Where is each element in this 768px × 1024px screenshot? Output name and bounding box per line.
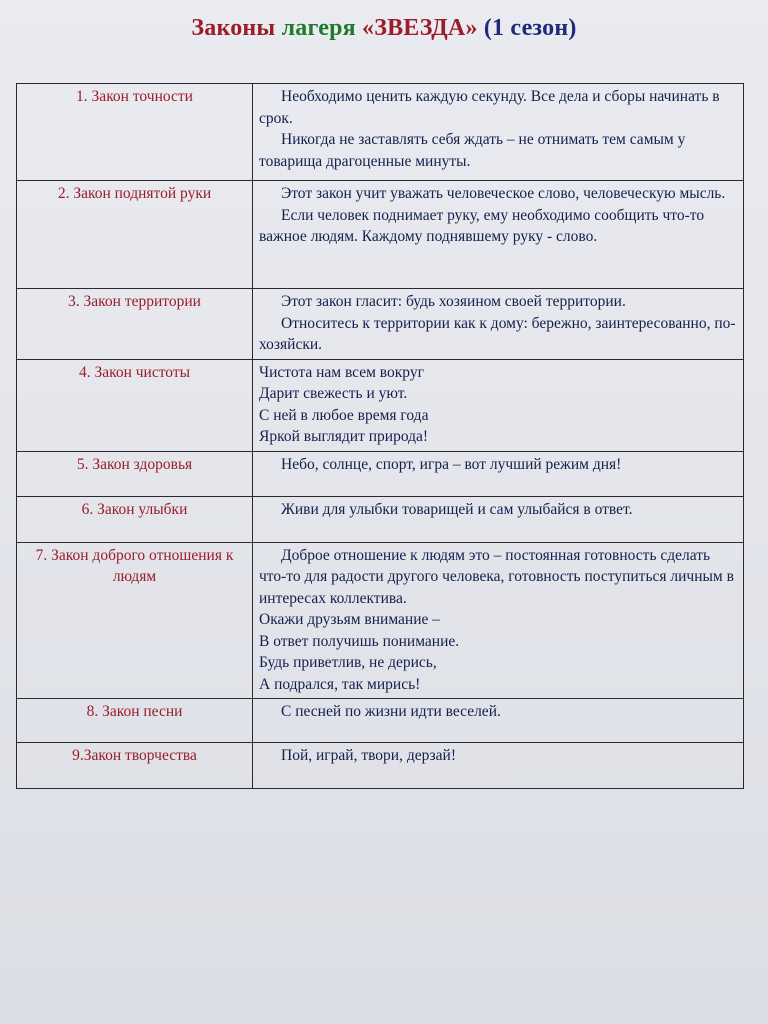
law-description-cell [253,451,744,496]
law-description-cell [253,542,744,699]
poem-line: С ней в любое время года [259,406,429,424]
table-row [17,181,744,289]
laws-table [16,83,744,789]
table-row [17,743,744,789]
law-description-cell [253,84,744,181]
law-description-cell [253,181,744,289]
law-paragraph: Доброе отношение к людям это – постоянная готовность сделать что-то для радости другого человека, готовность поступиться личным в интересах коллектива. [259,546,734,607]
table-row [17,699,744,743]
poem-line: Окажи друзьям внимание – [259,611,441,628]
title-camp-name: «ЗВЕЗДА» [362,15,478,41]
table-row [17,289,744,360]
law-paragraph: Если человек поднимает руку, ему необходимо сообщить что-то важное людям. Каждому поднявшему руку - слово. [259,206,705,245]
table-row [17,542,744,699]
title-season: (1 сезон) [483,15,577,41]
poem-line: Чистота нам всем вокруг [259,363,424,381]
law-description-cell [253,496,744,542]
poem-line: Дарит свежесть и уют. [259,385,408,402]
page-title [0,15,768,42]
law-description-cell [253,743,744,789]
law-description-cell [253,699,744,743]
poem-line: Яркой выглядит природа! [259,428,429,445]
poem-line: А подрался, так мирись! [259,675,421,693]
law-name-cell: 9.Закон творчества [17,743,253,789]
title-word-laws: Законы [191,15,276,41]
law-paragraph: С песней по жизни идти веселей. [281,703,501,720]
poem-line: Будь приветлив, не дерись, [259,654,437,671]
law-name-cell: 2. Закон поднятой руки [17,181,253,289]
law-name-cell: 7. Закон доброго отношения к людям [17,542,253,699]
law-name-cell: 8. Закон песни [17,699,253,743]
law-paragraph: Относитесь к территории как к дому: бережно, заинтересованно, по-хозяйски. [259,314,736,353]
law-name-cell: 3. Закон территории [17,289,253,360]
table-row [17,359,744,451]
law-paragraph: Небо, солнце, спорт, игра – вот лучший режим дня! [281,455,622,473]
law-description-cell [253,289,744,360]
poem-line: В ответ получишь понимание. [259,632,460,650]
law-name-cell: 4. Закон чистоты [17,359,253,451]
table-row [17,84,744,181]
law-name-cell: 5. Закон здоровья [17,451,253,496]
law-description-cell [253,359,744,451]
table-row [17,451,744,496]
title-word-camp: лагеря [281,15,356,41]
law-name-cell: 6. Закон улыбки [17,496,253,542]
law-paragraph: Пой, играй, твори, дерзай! [281,747,457,764]
law-paragraph: Необходимо ценить каждую секунду. Все дела и сборы начинать в срок. [259,88,720,127]
law-name-cell: 1. Закон точности [17,84,253,181]
law-paragraph: Никогда не заставлять себя ждать – не отнимать тем самым у товарища драгоценные минуты. [259,131,686,170]
table-row [17,496,744,542]
law-paragraph: Этот закон гласит: будь хозяином своей территории. [281,293,626,310]
law-paragraph: Живи для улыбки товарищей и сам улыбайся в ответ. [281,500,633,518]
law-paragraph: Этот закон учит уважать человеческое слово, человеческую мысль. [281,185,726,202]
